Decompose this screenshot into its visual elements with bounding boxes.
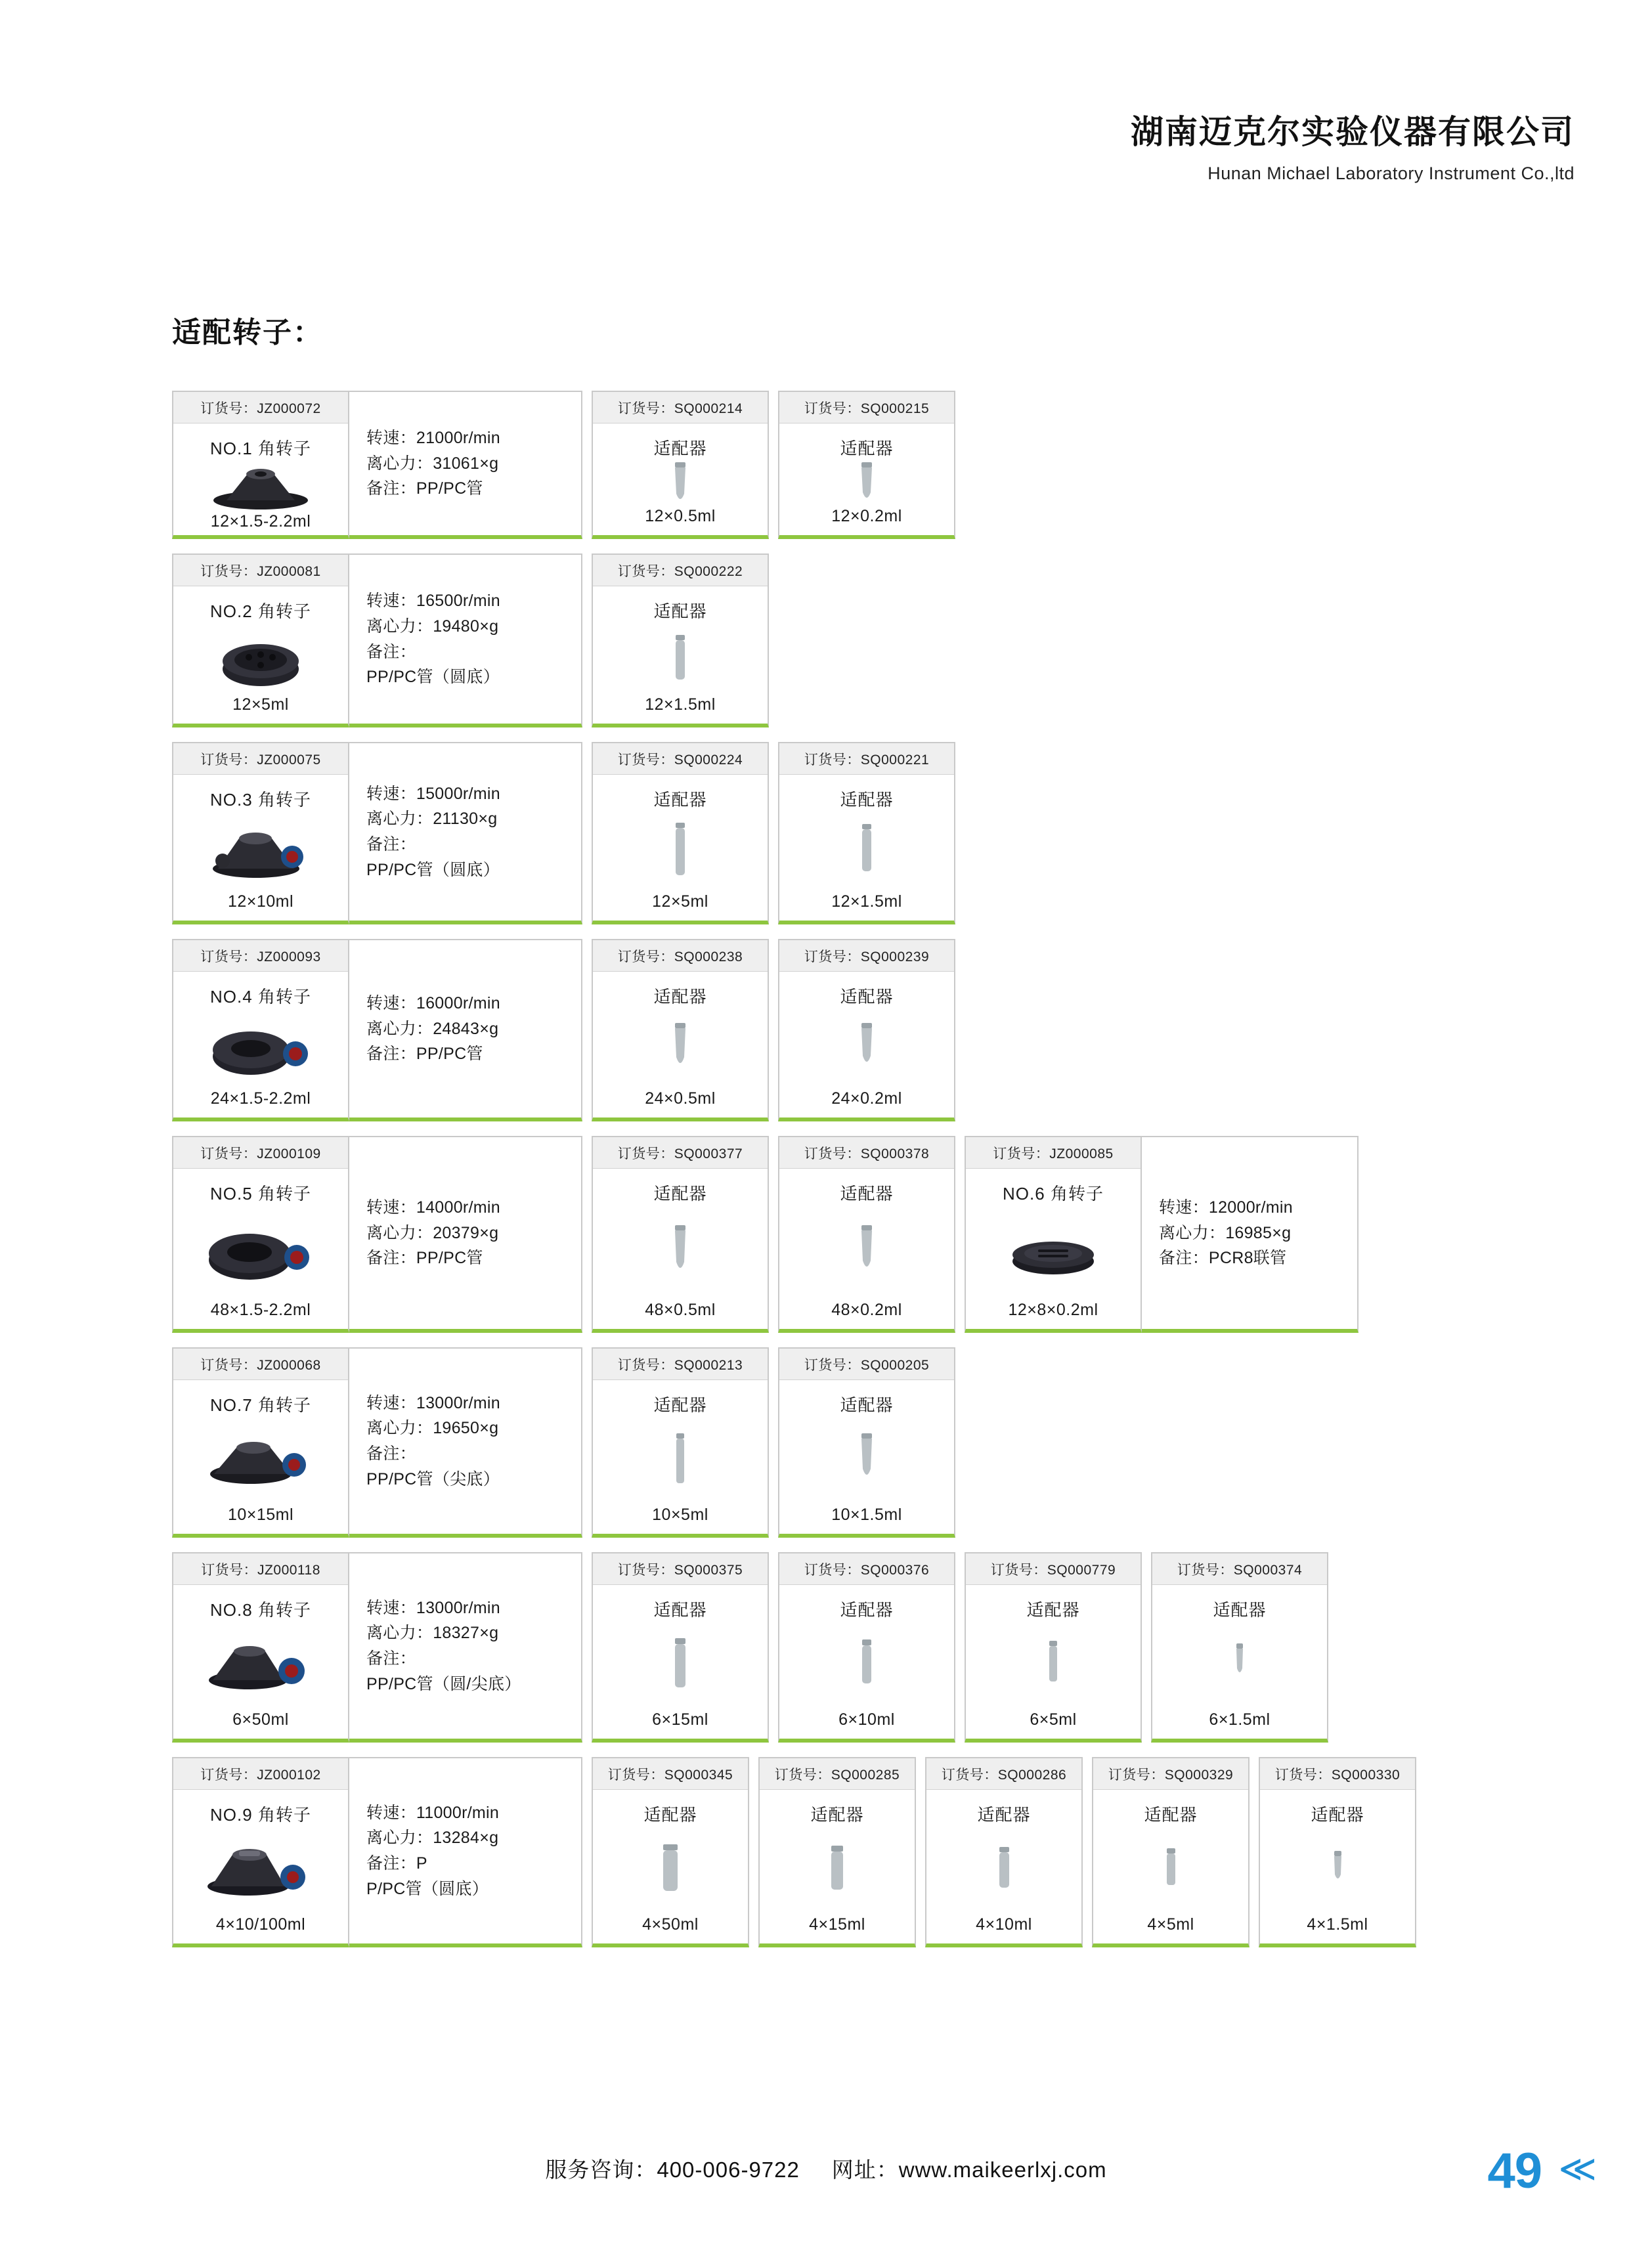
adapter-label: 适配器 xyxy=(810,1805,864,1825)
spec-rcf: 离心力：18327×g xyxy=(366,1624,499,1643)
adapter-label: 适配器 xyxy=(653,1395,707,1415)
table-row xyxy=(172,1136,1492,1333)
tube-icon xyxy=(667,631,693,687)
adapter-cell xyxy=(592,1757,749,1947)
spec-rcf: 离心力：21130×g xyxy=(366,810,498,829)
rotor-cell xyxy=(172,1347,349,1538)
adapter-capacity: 48×0.2ml xyxy=(831,1301,902,1319)
adapter-cell xyxy=(965,1552,1142,1743)
order-number: 订货号：JZ000118 xyxy=(173,1553,348,1585)
rotor-name: NO.6 角转子 xyxy=(1003,1184,1104,1204)
page-footer xyxy=(0,2153,1652,2184)
rotor-spec xyxy=(349,1136,582,1333)
spec-note: 备注：P xyxy=(366,1854,427,1873)
order-number: 订货号：JZ000093 xyxy=(173,940,348,972)
order-number: 订货号：SQ000377 xyxy=(593,1137,768,1169)
tube-icon xyxy=(1225,1634,1254,1697)
adapter-cell xyxy=(1151,1552,1328,1743)
rotor-angle-icon xyxy=(198,1633,323,1699)
adapter-image xyxy=(779,1008,954,1089)
rotor-cell xyxy=(172,742,349,924)
tube-icon xyxy=(667,460,693,507)
rotor-spec xyxy=(349,1347,582,1538)
tube-icon xyxy=(854,460,880,507)
adapter-cell xyxy=(592,742,769,924)
rotor-cell xyxy=(172,553,349,727)
adapter-capacity: 4×15ml xyxy=(809,1915,865,1934)
adapter-cell xyxy=(592,939,769,1121)
rotor-capacity: 12×5ml xyxy=(232,695,289,714)
rotor-cell xyxy=(172,1757,349,1947)
order-number: 订货号：SQ000375 xyxy=(593,1553,768,1585)
adapter-capacity: 12×0.5ml xyxy=(645,507,716,525)
spec-speed: 转速：11000r/min xyxy=(366,1803,500,1822)
adapter-cell xyxy=(1259,1757,1416,1947)
adapter-label: 适配器 xyxy=(653,601,707,621)
adapter-image xyxy=(1093,1826,1248,1915)
rotor-cell xyxy=(172,391,349,539)
tube-icon xyxy=(1039,1634,1068,1697)
rotor-spec xyxy=(349,939,582,1121)
order-number: 订货号：JZ000085 xyxy=(966,1137,1141,1169)
adapter-cell xyxy=(778,939,955,1121)
tube-icon xyxy=(654,1839,687,1902)
rotor-capacity: 4×10/100ml xyxy=(215,1915,306,1934)
adapter-capacity: 6×10ml xyxy=(838,1710,895,1729)
adapter-label: 适配器 xyxy=(977,1805,1031,1825)
adapter-capacity: 6×15ml xyxy=(652,1710,708,1729)
order-number: 订货号：SQ000330 xyxy=(1260,1758,1415,1790)
rotor-name: NO.8 角转子 xyxy=(210,1600,311,1620)
adapter-cell xyxy=(592,391,769,539)
service-phone: 服务咨询：400-006-9722 xyxy=(545,2158,800,2182)
adapter-image xyxy=(926,1826,1081,1915)
table-row xyxy=(172,391,1492,539)
rotor-name: NO.2 角转子 xyxy=(210,601,311,621)
tube-icon xyxy=(854,1019,880,1078)
spec-note: 备注： xyxy=(366,642,416,661)
spec-note: 备注：PP/PC管 xyxy=(366,1045,483,1064)
adapter-image xyxy=(1152,1621,1327,1710)
rotor-name: NO.4 角转子 xyxy=(210,987,311,1007)
adapter-capacity: 4×1.5ml xyxy=(1307,1915,1368,1934)
rotor-table xyxy=(172,391,1492,1962)
order-number: 订货号：SQ000374 xyxy=(1152,1553,1327,1585)
adapter-image xyxy=(593,1008,768,1089)
tube-icon xyxy=(854,1221,880,1284)
spec-note: 备注：PP/PC管 xyxy=(366,479,483,498)
rotor-image xyxy=(173,1621,348,1710)
tube-icon xyxy=(988,1839,1020,1902)
adapter-image xyxy=(779,1416,954,1506)
adapter-cell xyxy=(1092,1757,1250,1947)
order-number: 订货号：SQ000224 xyxy=(593,743,768,775)
adapter-cell xyxy=(592,1136,769,1333)
adapter-label: 适配器 xyxy=(840,1600,894,1620)
rotor-capacity: 12×8×0.2ml xyxy=(1008,1301,1098,1319)
spec-speed: 转速：13000r/min xyxy=(366,1393,500,1412)
adapter-image xyxy=(593,622,768,695)
company-name-cn: 湖南迈克尔实验仪器有限公司 xyxy=(1131,114,1575,150)
tube-icon xyxy=(1321,1839,1354,1902)
rotor-image xyxy=(966,1205,1141,1301)
table-row xyxy=(172,1757,1492,1947)
rotor-angle-icon xyxy=(202,460,320,512)
adapter-capacity: 24×0.2ml xyxy=(831,1089,902,1108)
adapter-label: 适配器 xyxy=(840,790,894,810)
tube-icon xyxy=(667,1019,693,1078)
order-number: 订货号：SQ000329 xyxy=(1093,1758,1248,1790)
adapter-label: 适配器 xyxy=(840,987,894,1007)
table-row xyxy=(172,553,1492,727)
adapter-image xyxy=(1260,1826,1415,1915)
table-row xyxy=(172,1552,1492,1743)
rotor-image xyxy=(173,1416,348,1506)
adapter-label: 适配器 xyxy=(1144,1805,1198,1825)
order-number: 订货号：SQ000378 xyxy=(779,1137,954,1169)
spec-rcf: 离心力：19650×g xyxy=(366,1419,499,1438)
adapter-cell xyxy=(925,1757,1083,1947)
rotor-spec xyxy=(349,391,582,539)
rotor-angle-icon xyxy=(198,1217,323,1289)
adapter-label: 适配器 xyxy=(653,439,707,458)
rotor-capacity: 12×10ml xyxy=(227,892,294,911)
adapter-cell xyxy=(778,742,955,924)
spec-rcf: 离心力：24843×g xyxy=(366,1019,499,1038)
rotor-spec xyxy=(349,553,582,727)
order-number: 订货号：SQ000221 xyxy=(779,743,954,775)
order-number: 订货号：JZ000081 xyxy=(173,555,348,586)
adapter-image xyxy=(760,1826,915,1915)
company-name-en: Hunan Michael Laboratory Instrument Co.,ltd xyxy=(1207,163,1575,183)
spec-speed: 转速：14000r/min xyxy=(366,1198,500,1217)
adapter-image xyxy=(779,1205,954,1301)
rotor-image xyxy=(173,460,348,512)
spec-speed: 转速：16500r/min xyxy=(366,592,500,610)
adapter-capacity: 4×50ml xyxy=(642,1915,699,1934)
adapter-capacity: 12×0.2ml xyxy=(831,507,902,525)
adapter-image xyxy=(593,460,768,507)
order-number: 订货号：SQ000286 xyxy=(926,1758,1081,1790)
adapter-image xyxy=(779,460,954,507)
adapter-capacity: 12×5ml xyxy=(652,892,708,911)
adapter-label: 适配器 xyxy=(653,1600,707,1620)
adapter-image xyxy=(779,811,954,892)
order-number: 订货号：SQ000213 xyxy=(593,1349,768,1380)
adapter-label: 适配器 xyxy=(840,439,894,458)
adapter-capacity: 24×0.5ml xyxy=(645,1089,716,1108)
rotor-cell xyxy=(965,1136,1142,1333)
order-number: 订货号：SQ000779 xyxy=(966,1553,1141,1585)
order-number: 订货号：JZ000068 xyxy=(173,1349,348,1380)
adapter-cell xyxy=(778,1136,955,1333)
page-number: 49 xyxy=(1487,2143,1542,2199)
adapter-capacity: 4×5ml xyxy=(1147,1915,1194,1934)
rotor-image xyxy=(173,1008,348,1089)
tube-icon xyxy=(667,1429,693,1492)
company-header xyxy=(1131,112,1575,184)
rotor-name: NO.5 角转子 xyxy=(210,1184,311,1204)
spec-note-2: PP/PC管（圆底） xyxy=(366,860,500,879)
spec-speed: 转速：12000r/min xyxy=(1159,1198,1293,1217)
spec-note-2: PP/PC管（圆/尖底） xyxy=(366,1674,521,1693)
order-number: 订货号：JZ000109 xyxy=(173,1137,348,1169)
spec-note: 备注： xyxy=(366,1649,416,1668)
spec-rcf: 离心力：13284×g xyxy=(366,1829,499,1848)
adapter-cell xyxy=(778,1347,955,1538)
order-number: 订货号：SQ000285 xyxy=(760,1758,915,1790)
adapter-cell xyxy=(592,1552,769,1743)
rotor-image xyxy=(173,622,348,695)
tube-icon xyxy=(667,1221,693,1284)
spec-speed: 转速：16000r/min xyxy=(366,993,500,1012)
rotor-name: NO.3 角转子 xyxy=(210,790,311,810)
tube-icon xyxy=(666,1634,695,1697)
adapter-cell xyxy=(778,391,955,539)
website-url: 网址：www.maikeerlxj.com xyxy=(831,2158,1107,2182)
spec-note-2: PP/PC管（尖底） xyxy=(366,1469,500,1488)
tube-icon xyxy=(854,1429,880,1492)
rotor-image xyxy=(173,1826,348,1915)
rotor-image xyxy=(173,1205,348,1301)
table-row xyxy=(172,1347,1492,1538)
adapter-image xyxy=(593,811,768,892)
adapter-image xyxy=(966,1621,1141,1710)
rotor-capacity: 12×1.5-2.2ml xyxy=(210,512,311,531)
adapter-label: 适配器 xyxy=(653,987,707,1007)
tube-icon xyxy=(854,820,880,883)
adapter-image xyxy=(593,1205,768,1301)
rotor-capacity: 10×15ml xyxy=(227,1506,294,1524)
adapter-capacity: 12×1.5ml xyxy=(831,892,902,911)
adapter-capacity: 48×0.5ml xyxy=(645,1301,716,1319)
spec-speed: 转速：15000r/min xyxy=(366,784,500,803)
spec-rcf: 离心力：20379×g xyxy=(366,1223,499,1242)
spec-speed: 转速：13000r/min xyxy=(366,1598,500,1617)
adapter-label: 适配器 xyxy=(1213,1600,1267,1620)
rotor-angle-icon xyxy=(202,630,320,689)
spec-rcf: 离心力：31061×g xyxy=(366,454,499,473)
adapter-capacity: 6×1.5ml xyxy=(1209,1710,1271,1729)
adapter-cell xyxy=(592,553,769,727)
rotor-name: NO.7 角转子 xyxy=(210,1395,311,1415)
rotor-spec xyxy=(349,742,582,924)
chevron-left-icon: ≪ xyxy=(1558,2148,1588,2189)
rotor-cell xyxy=(172,1552,349,1743)
spec-note-2: PP/PC管（圆底） xyxy=(366,668,500,687)
rotor-angle-icon xyxy=(198,1428,323,1494)
rotor-pcr-icon xyxy=(997,1223,1109,1282)
spec-speed: 转速：21000r/min xyxy=(366,428,500,447)
spec-note-2: P/PC管（圆底） xyxy=(366,1879,489,1898)
rotor-spec xyxy=(1142,1136,1359,1333)
adapter-cell xyxy=(778,1552,955,1743)
adapter-capacity: 4×10ml xyxy=(976,1915,1032,1934)
tube-icon xyxy=(1154,1839,1187,1902)
order-number: 订货号：SQ000205 xyxy=(779,1349,954,1380)
spec-rcf: 离心力：19480×g xyxy=(366,617,499,636)
spec-rcf: 离心力：16985×g xyxy=(1159,1223,1292,1242)
adapter-capacity: 10×5ml xyxy=(652,1506,708,1524)
adapter-image xyxy=(593,1826,748,1915)
table-row xyxy=(172,742,1492,924)
adapter-cell xyxy=(592,1347,769,1538)
adapter-label: 适配器 xyxy=(643,1805,697,1825)
rotor-cell xyxy=(172,1136,349,1333)
adapter-image xyxy=(593,1621,768,1710)
spec-note: 备注： xyxy=(366,835,416,854)
order-number: 订货号：JZ000102 xyxy=(173,1758,348,1790)
order-number: 订货号：JZ000072 xyxy=(173,392,348,423)
rotor-spec xyxy=(349,1757,582,1947)
tube-icon xyxy=(821,1839,854,1902)
adapter-cell xyxy=(758,1757,916,1947)
spec-note: 备注：PCR8联管 xyxy=(1159,1249,1287,1268)
adapter-label: 适配器 xyxy=(653,790,707,810)
adapter-label: 适配器 xyxy=(840,1395,894,1415)
order-number: 订货号：SQ000376 xyxy=(779,1553,954,1585)
tube-icon xyxy=(667,820,693,883)
order-number: 订货号：SQ000238 xyxy=(593,940,768,972)
adapter-label: 适配器 xyxy=(653,1184,707,1204)
order-number: 订货号：SQ000214 xyxy=(593,392,768,423)
adapter-label: 适配器 xyxy=(1026,1600,1080,1620)
order-number: 订货号：SQ000239 xyxy=(779,940,954,972)
order-number: 订货号：SQ000222 xyxy=(593,555,768,586)
adapter-label: 适配器 xyxy=(840,1184,894,1204)
rotor-angle-icon xyxy=(198,1838,323,1903)
spec-note: 备注： xyxy=(366,1444,416,1463)
order-number: 订货号：SQ000215 xyxy=(779,392,954,423)
rotor-name: NO.1 角转子 xyxy=(210,439,311,458)
rotor-cell xyxy=(172,939,349,1121)
order-number: 订货号：SQ000345 xyxy=(593,1758,748,1790)
rotor-image xyxy=(173,811,348,892)
rotor-name: NO.9 角转子 xyxy=(210,1805,311,1825)
adapter-label: 适配器 xyxy=(1311,1805,1364,1825)
page-title: 适配转子： xyxy=(172,316,323,349)
rotor-capacity: 6×50ml xyxy=(232,1710,289,1729)
spec-note: 备注：PP/PC管 xyxy=(366,1249,483,1268)
rotor-spec xyxy=(349,1552,582,1743)
rotor-capacity: 48×1.5-2.2ml xyxy=(210,1301,311,1319)
table-row xyxy=(172,939,1492,1121)
adapter-image xyxy=(779,1621,954,1710)
rotor-angle-icon xyxy=(198,1016,323,1081)
order-number: 订货号：JZ000075 xyxy=(173,743,348,775)
rotor-capacity: 24×1.5-2.2ml xyxy=(210,1089,311,1108)
tube-icon xyxy=(852,1634,881,1697)
rotor-angle-icon xyxy=(198,819,323,884)
adapter-capacity: 10×1.5ml xyxy=(831,1506,902,1524)
adapter-image xyxy=(593,1416,768,1506)
adapter-capacity: 6×5ml xyxy=(1030,1710,1077,1729)
adapter-capacity: 12×1.5ml xyxy=(645,695,716,714)
